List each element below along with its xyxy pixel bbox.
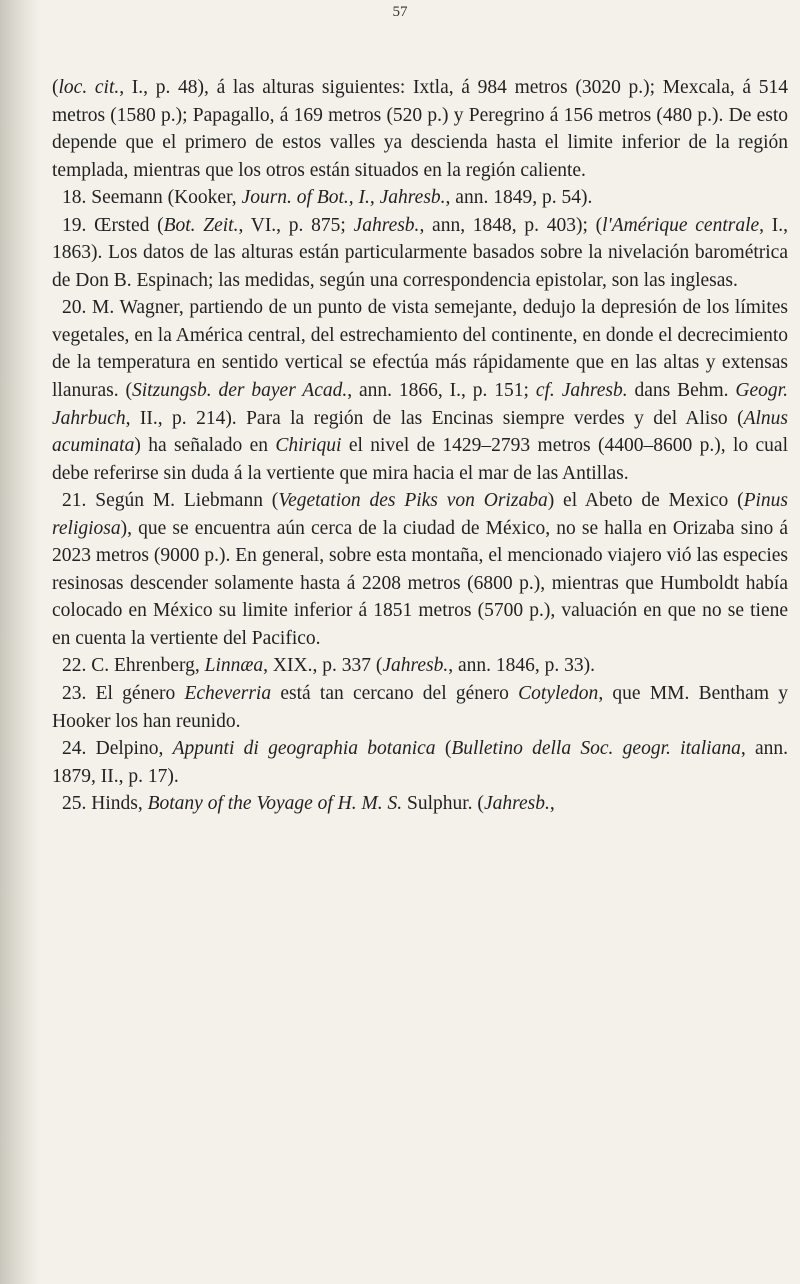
italic-text: Bulletino della Soc. geogr. italiana	[451, 738, 741, 760]
italic-text: Botany of the Voyage of H. M. S.	[147, 793, 403, 815]
italic-text: Sitzungsb. der bayer Acad.	[131, 380, 348, 402]
text-run: está tan cercano del género	[271, 683, 519, 705]
page-number: 57	[392, 4, 408, 20]
text-run: , ann. 1846, p. 33).	[448, 655, 595, 677]
text-run: dans Behm.	[627, 380, 736, 402]
text-run: 24. Delpino,	[62, 738, 173, 760]
note-23	[52, 680, 788, 735]
text-run: 19. Œrsted (	[62, 214, 164, 236]
text-run: 25. Hinds,	[62, 793, 148, 815]
note-19	[52, 212, 788, 295]
italic-text: loc. cit.	[58, 77, 120, 98]
italic-text: Echeverria	[184, 683, 272, 705]
note-25	[52, 790, 788, 818]
text-run: 20. M. Wagner, partiendo de un punto de vista semejante, dedujo la depresión de los límites vegetales, en la América central, del estrechamiento del continente, en donde el decrecimiento de la temperatura en sentido vertical se efectúa más rápidamente que en las altas y extensas llanuras. (	[52, 297, 788, 402]
text-run: 18. Seemann (Kooker,	[62, 187, 242, 209]
italic-text: Alnus acuminata	[52, 407, 788, 457]
text-run: , ann. 1849, p. 54).	[445, 187, 593, 209]
text-run: , I., p. 48), á las alturas siguientes: Ixtla, á 984 metros (3020 p.); Mexcala, á 514 metros (1580 p.); Papagallo, á 169 metros (520 p.) y Peregrino á 156 metros (480 p.). De esto depende que el primero de estos valles ya descienda hasta el limite inferior de la región templada, mientras que los otros están situados en la región caliente.	[52, 77, 788, 181]
note-18	[52, 184, 788, 212]
italic-text: Appunti di geographia botanica	[172, 738, 436, 760]
italic-text: Chiriqui	[275, 435, 342, 457]
text-run: , XIX., p. 337 (	[263, 655, 383, 677]
text-run: (	[435, 738, 452, 760]
text-run: ,	[549, 793, 555, 815]
italic-text: Jahresb.	[353, 214, 420, 236]
italic-text: Jahresb.	[382, 655, 449, 677]
italic-text: cf. Jahresb.	[535, 380, 628, 402]
text-run: el nivel de 1429–2793 metros (4400–8600 p.), lo cual debe referirse sin duda á la vertiente que mira hacia el mar de las Antillas.	[52, 435, 788, 484]
text-run: , II., p. 214). Para la región de las Encinas siempre verdes y del Aliso (	[125, 407, 744, 429]
note-22	[52, 652, 788, 680]
text-run: , I., 1863). Los datos de las alturas están particularmente basados sobre la nivelación barométrica de Don B. Espinach; las medidas, según una correspondencia epistolar, son las inglesas.	[52, 214, 789, 291]
note-21	[52, 487, 788, 652]
text-run: , ann. 1879, II., p. 17).	[52, 738, 789, 787]
italic-text: Geogr. Jahrbuch	[52, 380, 788, 429]
text-run: , ann. 1866, I., p. 151;	[347, 380, 536, 402]
text-run: 23. El género	[62, 683, 185, 705]
page-edge-shadow	[0, 0, 40, 1284]
text-run: , que MM. Bentham y Hooker los han reunido.	[52, 683, 788, 732]
note-20	[52, 294, 788, 487]
italic-text: Journ. of Bot., I., Jahresb.	[241, 187, 446, 209]
note-continuation	[52, 74, 788, 184]
text-run: , VI., p. 875;	[238, 214, 354, 236]
italic-text: Cotyledon	[518, 683, 599, 705]
text-run: 22. C. Ehrenberg,	[62, 655, 205, 677]
italic-text: Bot. Zeit.	[163, 214, 239, 236]
text-run: ) el Abeto de Mexico (	[547, 490, 744, 512]
text-run: 21. Según M. Liebmann (	[62, 490, 279, 512]
text-run: (	[52, 77, 59, 98]
italic-text: Linnæa	[204, 655, 264, 677]
italic-text: Jahresb.	[483, 793, 550, 815]
notes-body	[52, 74, 788, 818]
italic-text: Pinus religiosa	[52, 490, 789, 539]
italic-text: Vegetation des Piks von Orizaba	[278, 490, 548, 512]
text-run: , ann, 1848, p. 403); (	[419, 214, 603, 236]
text-run: Sulphur. (	[402, 793, 484, 815]
note-24	[52, 735, 788, 790]
italic-text: l'Amérique centrale	[602, 214, 760, 236]
text-run: ) ha señalado en	[134, 435, 276, 457]
text-run: ), que se encuentra aún cerca de la ciudad de México, no se halla en Orizaba sino á 2023 metros (9000 p.). En general, sobre esta montaña, el mencionado viajero vió las especies resinosas descender solamente hasta á 2208 metros (6800 p.), mientras que Humboldt había colocado en México su limite inferior á 1851 metros (5700 p.), valuación en que no se tiene en cuenta la vertiente del Pacifico.	[52, 517, 788, 649]
